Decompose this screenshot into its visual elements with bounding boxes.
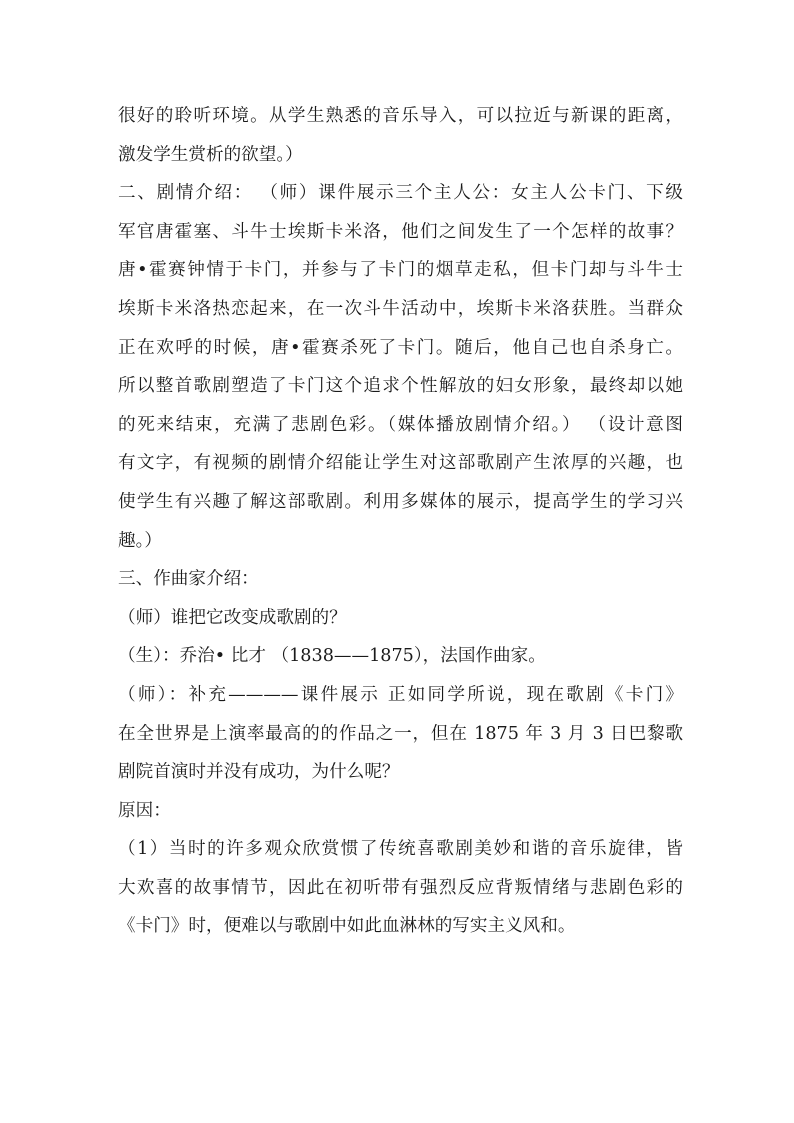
text-line: 《卡门》时，便难以与歌剧中如此血淋林的写实主义风和。 — [118, 916, 576, 937]
text-line: 有文字，有视频的剧情介绍能让学生对这部歌剧产生浓厚的兴趣，也 — [118, 453, 683, 474]
section-heading-plot: 二、剧情介绍： （师）课件展示三个主人公：女主人公卡门、下级 — [118, 183, 683, 204]
text-line: （生）：乔治• 比才 （1838——1875），法国作曲家。 — [118, 646, 546, 667]
text-line: （师）谁把它改变成歌剧的？ — [118, 607, 347, 628]
text-line: 很好的聆听环境。从学生熟悉的音乐导入，可以拉近与新课的距离， — [118, 106, 683, 126]
section-heading-composer: 三、作曲家介绍： — [118, 569, 259, 590]
text-line: 唐•霍赛钟情于卡门，并参与了卡门的烟草走私，但卡门却与斗牛士 — [118, 260, 683, 281]
text-line: 剧院首演时并没有成功，为什么呢？ — [118, 762, 400, 783]
text-line: 正在欢呼的时候，唐•霍赛杀死了卡门。随后，他自己也自杀身亡。 — [118, 337, 683, 358]
text-line: 在全世界是上演率最高的的作品之一，但在 1875 年 3 月 3 日巴黎歌 — [118, 723, 683, 744]
text-line: 大欢喜的故事情节，因此在初听带有强烈反应背叛情绪与悲剧色彩的 — [118, 877, 683, 898]
text-line: 激发学生赏析的欲望。） — [118, 144, 303, 165]
text-line: 所以整首歌剧塑造了卡门这个追求个性解放的妇女形象，最终却以她 — [118, 376, 683, 397]
text-line: 埃斯卡米洛热恋起来，在一次斗牛活动中，埃斯卡米洛获胜。当群众 — [118, 298, 683, 319]
text-line: 军官唐霍塞、斗牛士埃斯卡米洛，他们之间发生了一个怎样的故事？ — [118, 221, 683, 242]
text-line: 的死来结束，充满了悲剧色彩。（媒体播放剧情介绍。） （设计意图 — [118, 414, 683, 435]
text-line: 使学生有兴趣了解这部歌剧。利用多媒体的展示，提高学生的学习兴 — [118, 491, 683, 512]
document-body — [118, 97, 683, 946]
text-line: （师）：补充————课件展示 正如同学所说，现在歌剧《卡门》 — [118, 684, 683, 705]
text-line: （1）当时的许多观众欣赏惯了传统喜歌剧美妙和谐的音乐旋律，皆 — [118, 839, 683, 860]
reason-heading: 原因： — [118, 800, 171, 821]
text-line: 趣。） — [118, 530, 162, 551]
